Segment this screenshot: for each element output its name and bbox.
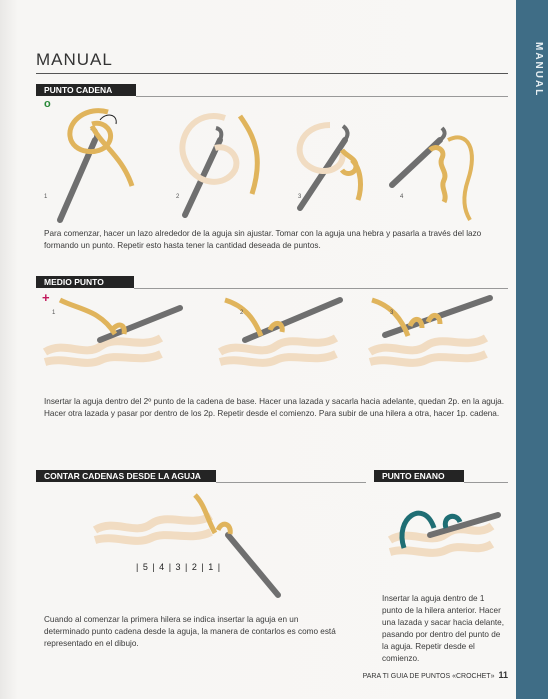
medio-step-number-3: 3 xyxy=(390,310,394,316)
section-heading-medio-punto: MEDIO PUNTO xyxy=(44,277,104,287)
chain-count-labels: | 5 | 4 | 3 | 2 | 1 | xyxy=(136,562,222,572)
cadena-step-number-3: 3 xyxy=(298,194,302,200)
medio-step-number-2: 2 xyxy=(240,310,244,316)
cadena-instructions: Para comenzar, hacer un lazo alrededor de la aguja sin ajustar. Tomar con la aguja una hebra y pasarla a través del lazo formando un punto. Repetir esto hasta tener la cantidad deseada de puntos. xyxy=(44,229,482,250)
cadena-step-number-2: 2 xyxy=(176,194,180,200)
page-title: MANUAL xyxy=(36,50,113,69)
single-crochet-symbol: + xyxy=(42,290,50,305)
contar-instructions: Cuando al comenzar la primera hilera se indica insertar la aguja en un determinado punto cadena desde la aguja, la manera de contarlos es como está representado en el dibujo. xyxy=(44,615,336,648)
footer-text: PARA TI GUIA DE PUNTOS «CROCHET» xyxy=(362,673,495,680)
section-heading-punto-enano: PUNTO ENANO xyxy=(382,471,445,481)
cadena-step-number-4: 4 xyxy=(400,194,404,200)
chain-stitch-symbol: o xyxy=(44,98,51,110)
medio-instructions: Insertar la aguja dentro del 2º punto de la cadena de base. Hacer una lazada y sacarla hacia adelante, quedan 2p. en la aguja. Hacer otra lazada y pasar por dentro de los 2p. Repetir desde el comienzo. Para subir de una hilera a otra, hacer 1p. cadena. xyxy=(44,397,504,418)
section-heading-punto-cadena: PUNTO CADENA xyxy=(44,85,113,95)
side-tab-label: MANUAL xyxy=(533,42,544,98)
medio-step-number-1: 1 xyxy=(52,310,56,316)
page-number: 11 xyxy=(498,670,508,680)
section-heading-contar-cadenas: CONTAR CADENAS DESDE LA AGUJA xyxy=(44,471,201,481)
page-footer xyxy=(363,670,508,680)
cadena-step-number-1: 1 xyxy=(44,194,48,200)
enano-instructions: Insertar la aguja dentro de 1 punto de la hilera anterior. Hacer una lazada y sacar hacia delante, pasando por dentro del punto de la aguja. Repetir desde el comienzo. xyxy=(382,594,504,663)
